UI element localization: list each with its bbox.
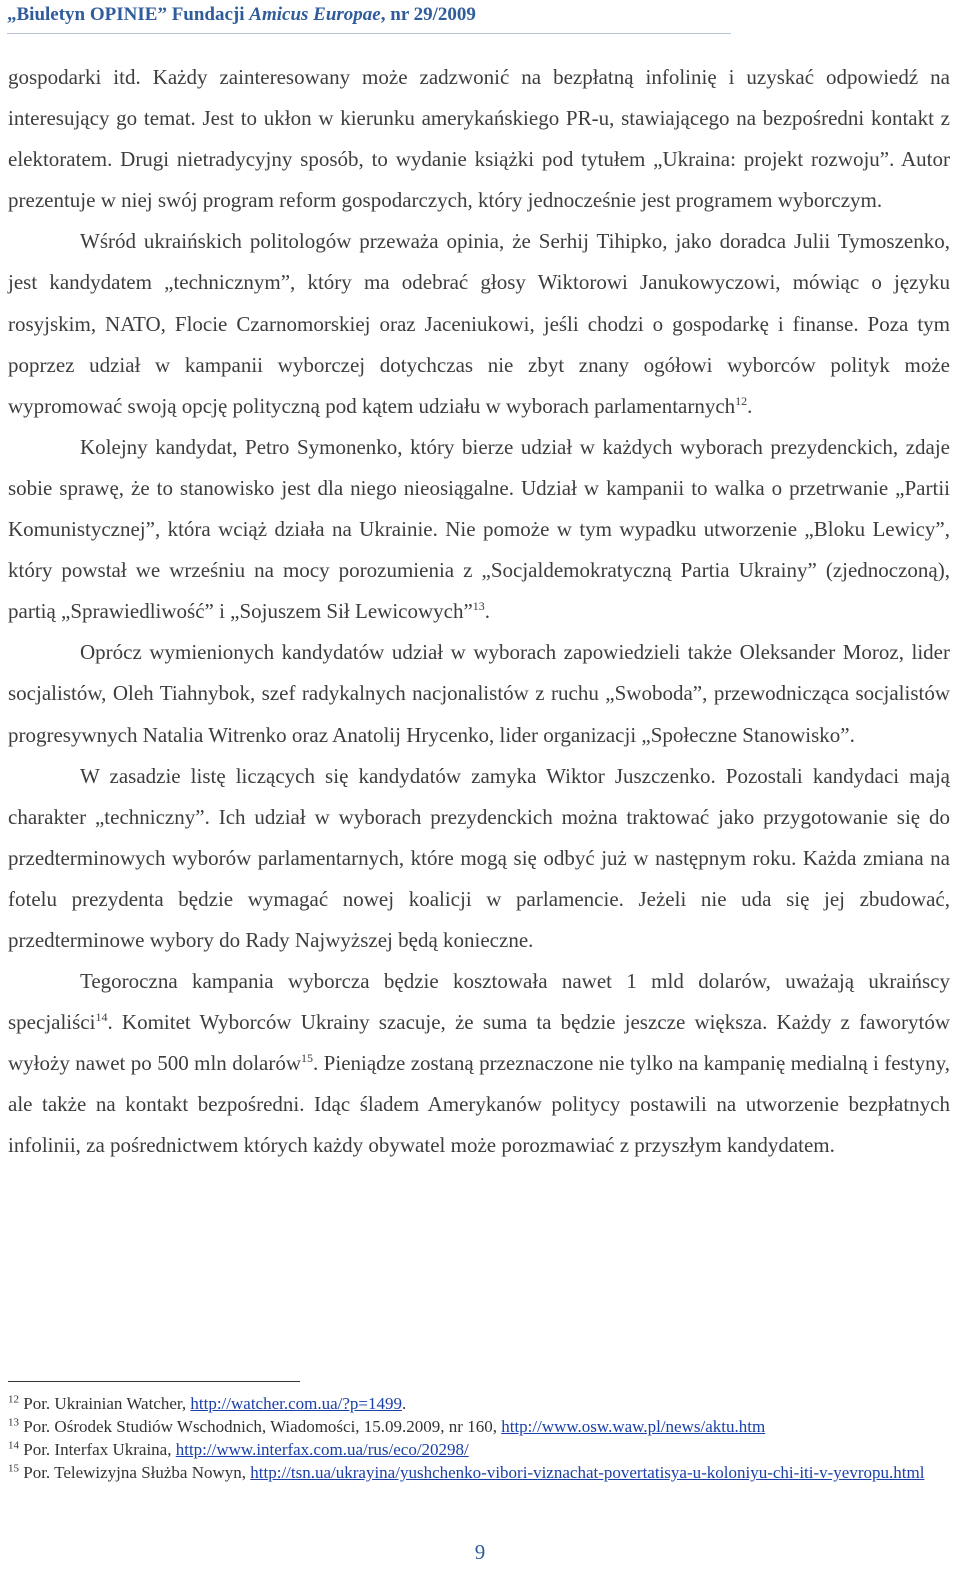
footnote-item <box>8 1392 950 1415</box>
footnote-text: Por. Ukrainian Watcher, <box>19 1394 191 1413</box>
paragraph-text: . Pieniądze zostaną przeznaczone nie tylko na kampanię medialną i festyny, ale także na kontakt bezpośredni. Idąc śladem Amerykanów politycy postawili na utworzenie bezpłatnych infolinii, za pośrednictwem których każdy obywatel może porozmawiać z przyszłym kandydatem. <box>8 1051 951 1158</box>
paragraph <box>8 961 950 1166</box>
page-header <box>7 2 731 34</box>
footnote-link[interactable]: http://watcher.com.ua/?p=1499 <box>190 1394 403 1413</box>
footnote-text: Por. Telewizyjna Służba Nowyn, <box>19 1463 251 1482</box>
paragraph <box>8 756 950 961</box>
paragraph-text: . <box>747 393 753 418</box>
footnote-text: Por. Ośrodek Studiów Wschodnich, Wiadomości, 15.09.2009, nr 160, <box>19 1417 502 1436</box>
page-number: 9 <box>474 1540 486 1564</box>
footnote-item <box>8 1415 950 1438</box>
paragraph <box>8 57 950 221</box>
paragraph-text: . <box>484 599 491 624</box>
footnote-link[interactable]: http://www.interfax.com.ua/rus/eco/20298/ <box>175 1440 469 1459</box>
footnote-divider <box>8 1381 300 1382</box>
article-body <box>8 57 950 1167</box>
footnote-link[interactable]: http://tsn.ua/ukrayina/yushchenko-vibori-viznachat-povertatisya-u-koloniyu-chi-iti-v-yevropu.html <box>250 1463 925 1482</box>
paragraph-text: Tegoroczna kampania wyborcza będzie kosztowała nawet 1 mld dolarów, uważają ukraińscy specjaliści <box>8 969 950 1035</box>
footnote-number: 15 <box>8 1462 19 1475</box>
footnote-suffix: . <box>402 1394 407 1413</box>
footnote-reference: 13 <box>472 599 485 614</box>
paragraph <box>8 632 950 755</box>
footnote-number: 13 <box>8 1416 19 1429</box>
paragraph <box>8 427 950 632</box>
paragraph <box>8 221 950 426</box>
header-title-part: „Biuletyn OPINIE” Fundacji <box>7 4 250 25</box>
header-issue-number: , nr 29/2009 <box>380 4 476 25</box>
footnote-link[interactable]: http://www.osw.waw.pl/news/aktu.htm <box>501 1417 766 1436</box>
footnote-number: 12 <box>8 1393 19 1406</box>
paragraph-text: Wśród ukraińskich politologów przeważa opinia, że Serhij Tihipko, jako doradca Julii Tymoszenko, jest kandydatem „technicznym”, który ma odebrać głosy Wiktorowi Janukowyczowi, mówiąc o języku rosyjskim, NATO, Flocie Czarnomorskiej oraz Jaceniukowi, jeśli chodzi o gospodarkę i finanse. Poza tym poprzez udział w kampanii wyborczej dotychczas nie zbyt znany ogółowi wyborców polityk może wypromować swoją opcję polityczną pod kątem udziału w wyborach parlamentarnych <box>8 229 950 418</box>
footnote-reference: 15 <box>301 1051 314 1066</box>
footnote-reference: 14 <box>95 1010 108 1025</box>
footnote-number: 14 <box>8 1439 19 1452</box>
footnote-item <box>8 1438 950 1461</box>
paragraph-text: gospodarki itd. Każdy zainteresowany może zadzwonić na bezpłatną infolinię i uzyskać odpowiedź na interesujący go temat. Jest to ukłon w kierunku amerykańskiego PR-u, stawiającego na bezpośredni kontakt z elektoratem. Drugi nietradycyjny sposób, to wydanie książki pod tytułem „Ukraina: projekt rozwoju”. Autor prezentuje w niej swój program reform gospodarczych, który jednocześnie jest programem wyborczym. <box>8 65 950 213</box>
footnote-item <box>8 1461 950 1484</box>
footnote-reference: 12 <box>735 393 748 408</box>
header-foundation-name: Amicus Europae <box>249 4 381 25</box>
footnote-text: Por. Interfax Ukraina, <box>19 1440 176 1459</box>
paragraph-text: W zasadzie listę liczących się kandydatów zamyka Wiktor Juszczenko. Pozostali kandydaci mają charakter „techniczny”. Ich udział w wyborach prezydenckich można traktować jako przygotowanie się do przedterminowych wyborów parlamentarnych, które mogą się odbyć już w następnym roku. Każda zmiana na fotelu prezydenta będzie wymagać nowej koalicji w parlamencie. Jeżeli nie uda się jej zbudować, przedterminowe wybory do Rady Najwyższej będą konieczne. <box>8 763 950 952</box>
paragraph-text: Kolejny kandydat, Petro Symonenko, który bierze udział w każdych wyborach prezydenckich, zdaje sobie sprawę, że to stanowisko jest dla niego nieosiągalne. Udział w kampanii to walka o przetrwanie „Partii Komunistycznej”, która wciąż działa na Ukrainie. Nie pomoże w tym wypadku utworzenie „Bloku Lewicy”, który powstał we wrześniu na mocy porozumienia z „Socjaldemokratyczną Partia Ukrainy” (zjednoczoną), partią „Sprawiedliwość” i „Sojuszem Sił Lewicowych” <box>8 434 950 624</box>
paragraph-text: Oprócz wymienionych kandydatów udział w wyborach zapowiedzieli także Oleksander Moroz, lider socjalistów, Oleh Tiahnybok, szef radykalnych nacjonalistów z ruchu „Swoboda”, przewodnicząca socjalistów progresywnych Natalia Witrenko oraz Anatolij Hrycenko, lider organizacji „Społeczne Stanowisko”. <box>8 640 950 747</box>
paragraph-text: . Komitet Wyborców Ukrainy szacuje, że suma ta będzie jeszcze większa. Każdy z faworytów wyłoży nawet po 500 mln dolarów <box>8 1010 950 1076</box>
footnotes <box>8 1392 950 1484</box>
